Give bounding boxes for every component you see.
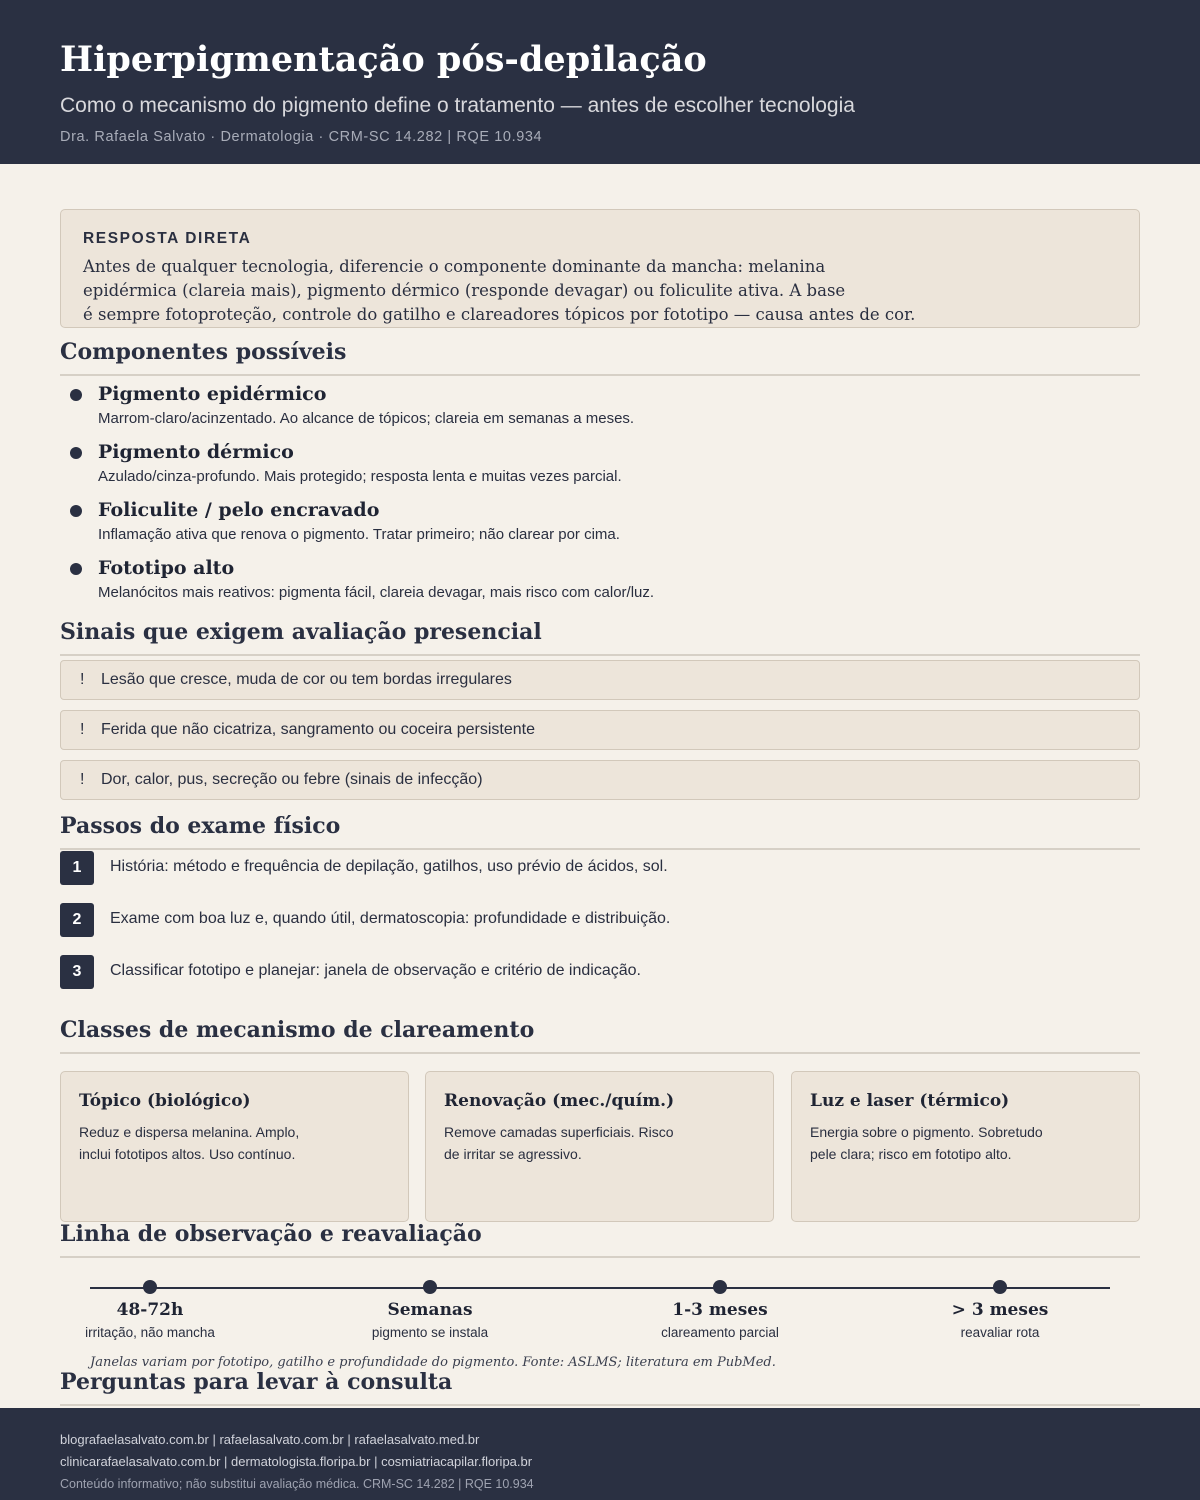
- direct-answer-line: é sempre fotoproteção, controle do gatilho e clareadores tópicos por fototipo — causa antes de cor.: [83, 305, 916, 324]
- step-number-badge: 3: [60, 955, 94, 989]
- timeline-item: [40, 1280, 260, 1340]
- timeline-dot-icon: [423, 1280, 437, 1294]
- page-subtitle: Como o mecanismo do pigmento define o tratamento — antes de escolher tecnologia: [60, 94, 855, 117]
- mechanism-card: [60, 1071, 409, 1222]
- step-text: Exame com boa luz e, quando útil, dermatoscopia: profundidade e distribuição.: [110, 910, 671, 927]
- author-line: Dra. Rafaela Salvato · Dermatologia · CRM-SC 14.282 | RQE 10.934: [60, 129, 543, 145]
- alert-item: [60, 710, 1140, 750]
- bullet-icon: [70, 447, 82, 459]
- direct-answer-line: epidérmica (clareia mais), pigmento dérmico (responde devagar) ou foliculite ativa. A base: [83, 281, 846, 300]
- alert-text: Ferida que não cicatriza, sangramento ou coceira persistente: [101, 721, 536, 738]
- step-number-badge: 2: [60, 903, 94, 937]
- section-title-exam: Passos do exame físico: [60, 812, 1140, 850]
- timeline-dot-icon: [713, 1280, 727, 1294]
- footer-links: blografaelasalvato.com.br | rafaelasalvato.com.br | rafaelasalvato.med.br: [60, 1432, 480, 1447]
- component-desc: Marrom-claro/acinzentado. Ao alcance de tópicos; clareia em semanas a meses.: [98, 410, 635, 427]
- timeline-note: Janelas variam por fototipo, gatilho e profundidade do pigmento. Fonte: ASLMS; literatura em PubMed.: [90, 1355, 776, 1370]
- bullet-icon: [70, 563, 82, 575]
- card-desc: Remove camadas superficiais. Risco de irritar se agressivo.: [444, 1124, 674, 1162]
- page-title: Hiperpigmentação pós-depilação: [60, 39, 707, 80]
- timeline-item: [320, 1280, 540, 1340]
- bullet-icon: [70, 389, 82, 401]
- alert-item: [60, 760, 1140, 800]
- timeline-desc: irritação, não mancha: [85, 1325, 215, 1340]
- section-title-signals: Sinais que exigem avaliação presencial: [60, 618, 1140, 656]
- mechanism-card: [791, 1071, 1140, 1222]
- footer-links: clinicarafaelasalvato.com.br | dermatologista.floripa.br | cosmiatriacapilar.floripa.br: [60, 1454, 533, 1469]
- exam-step: [60, 955, 1140, 989]
- step-text: Classificar fototipo e planejar: janela de observação e critério de indicação.: [110, 962, 641, 979]
- step-text: História: método e frequência de depilação, gatilhos, uso prévio de ácidos, sol.: [110, 858, 668, 875]
- timeline-title: > 3 meses: [951, 1300, 1049, 1320]
- exam-step: [60, 903, 1140, 937]
- direct-answer-line: Antes de qualquer tecnologia, diferencie o componente dominante da mancha: melanina: [83, 257, 826, 276]
- timeline-dot-icon: [993, 1280, 1007, 1294]
- component-desc: Inflamação ativa que renova o pigmento. Tratar primeiro; não clarear por cima.: [98, 526, 620, 543]
- exam-step: [60, 851, 1140, 885]
- component-title: Pigmento dérmico: [98, 441, 294, 463]
- timeline-title: Semanas: [387, 1300, 473, 1320]
- card-title: Tópico (biológico): [79, 1091, 251, 1111]
- exclamation-icon: !: [80, 671, 85, 688]
- step-number-badge: 1: [60, 851, 94, 885]
- timeline-dot-icon: [143, 1280, 157, 1294]
- card-desc: Energia sobre o pigmento. Sobretudo pele clara; risco em fototipo alto.: [810, 1124, 1043, 1162]
- direct-answer-text: [83, 255, 963, 327]
- direct-answer-box: [60, 209, 1140, 328]
- component-desc: Melanócitos mais reativos: pigmenta fácil, clareia devagar, mais risco com calor/luz.: [98, 584, 655, 601]
- component-title: Pigmento epidérmico: [98, 383, 327, 405]
- timeline-desc: pigmento se instala: [371, 1325, 489, 1340]
- timeline-item: [890, 1280, 1110, 1340]
- alert-item: [60, 660, 1140, 700]
- timeline-item: [610, 1280, 830, 1340]
- mechanism-card: [425, 1071, 774, 1222]
- alert-text: Lesão que cresce, muda de cor ou tem bordas irregulares: [101, 671, 512, 688]
- timeline-desc: reavaliar rota: [960, 1325, 1040, 1340]
- section-title-questions: Perguntas para levar à consulta: [60, 1368, 1140, 1406]
- section-title-classes: Classes de mecanismo de clareamento: [60, 1016, 1140, 1054]
- component-desc: Azulado/cinza-profundo. Mais protegido; resposta lenta e muitas vezes parcial.: [98, 468, 622, 485]
- timeline-desc: clareamento parcial: [661, 1325, 779, 1340]
- card-desc: Reduz e dispersa melanina. Amplo, inclui fototipos altos. Uso contínuo.: [79, 1124, 300, 1162]
- card-title: Luz e laser (térmico): [810, 1091, 1010, 1111]
- exclamation-icon: !: [80, 771, 85, 788]
- bullet-icon: [70, 505, 82, 517]
- alert-text: Dor, calor, pus, secreção ou febre (sinais de infecção): [101, 771, 483, 788]
- page-header: [0, 0, 1200, 164]
- direct-answer-label: RESPOSTA DIRETA: [83, 230, 252, 247]
- exclamation-icon: !: [80, 721, 85, 738]
- component-title: Fototipo alto: [98, 557, 235, 579]
- timeline-title: 1-3 meses: [672, 1300, 768, 1320]
- section-title-components: Componentes possíveis: [60, 338, 1140, 376]
- timeline-title: 48-72h: [116, 1300, 184, 1320]
- card-title: Renovação (mec./quím.): [444, 1091, 675, 1111]
- page-footer: [0, 1408, 1200, 1500]
- component-title: Foliculite / pelo encravado: [98, 499, 380, 521]
- footer-disclaimer: Conteúdo informativo; não substitui avaliação médica. CRM-SC 14.282 | RQE 10.934: [60, 1477, 534, 1491]
- section-title-timeline: Linha de observação e reavaliação: [60, 1220, 1140, 1258]
